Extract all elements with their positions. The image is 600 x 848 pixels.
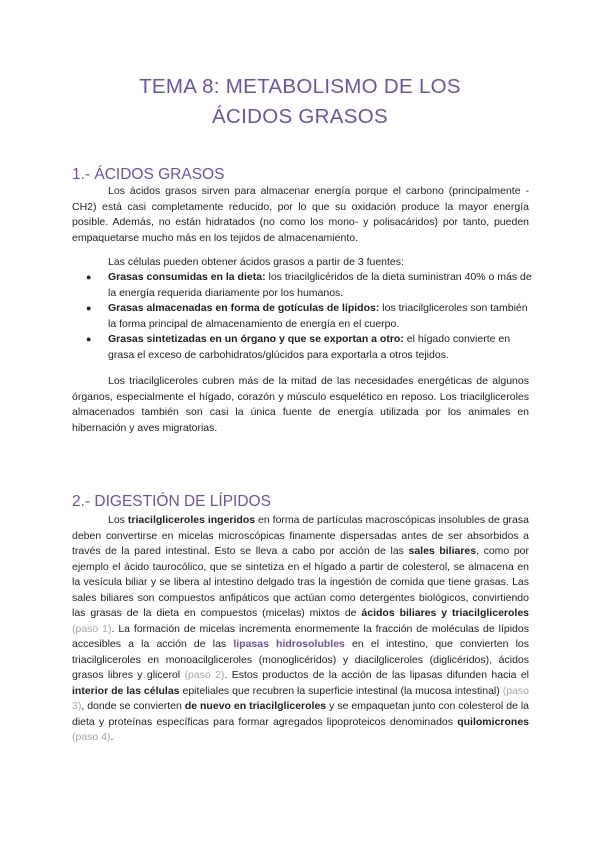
bold-term: interior de las células [72, 684, 180, 697]
text-run: Los [108, 514, 128, 526]
list-item-text: los triacilgliceroles son también la forma principal de almacenamiento de energía en el cuerpo. [108, 302, 528, 330]
list-item-term: Grasas sintetizadas en un órgano y que se exportan a otro: [108, 333, 404, 345]
text-run: . [110, 731, 114, 743]
step-reference: (paso 3) [72, 684, 529, 712]
paragraph-sources-intro [72, 255, 529, 271]
bullet-icon: ● [86, 334, 92, 344]
step-reference: (paso 1) [72, 622, 112, 635]
bullet-icon: ● [86, 272, 92, 282]
bold-term: ácidos biliares y triacilgliceroles [361, 607, 530, 619]
fatty-acid-sources-list [72, 270, 532, 363]
text-run: , donde se convierten [81, 700, 185, 712]
paragraph-triacylglycerols [72, 374, 529, 436]
list-item-term: Grasas consumidas en la dieta: [108, 271, 266, 283]
list-item [72, 270, 532, 301]
list-item [72, 332, 532, 363]
text-run: en el intestino, que convierten los triacilgliceroles en monoacilgliceroles (monoglicéridos) y diacilgliceroles (diglicéridos), ácidos grasos libres y glicerol [72, 638, 529, 681]
document-title [60, 72, 540, 132]
bullet-icon: ● [86, 303, 92, 313]
text-run: en forma de partículas macroscópicas insolubles de grasa deben convertirse en micelas microscópicas finamente dispersadas antes de ser absorbidos a través de la pared intestinal. Esto se lleva a cabo por acción de las [72, 514, 529, 557]
title-line-1: TEMA 8: METABOLISMO DE LOS [139, 75, 461, 98]
bold-term: de nuevo en triacilgliceroles [184, 700, 327, 712]
bold-term: sales biliares [408, 545, 477, 557]
paragraph-lipid-digestion [72, 513, 529, 746]
text-run: epiteliales que recubren la superficie intestinal (la mucosa intestinal) [179, 684, 503, 697]
list-item-text: el hígado convierte en grasa el exceso de carbohidratos/glúcidos para exportarla a otros tejidos. [108, 333, 511, 361]
bold-term: triacilgliceroles ingeridos [127, 514, 256, 526]
text-run: y se empaquetan junto con colesterol de la dieta y proteínas específicas para formar agregados lipoproteicos denominados [72, 700, 530, 728]
bold-term: quilomicrones [457, 715, 529, 728]
paragraph-text: Los triacilgliceroles cubren más de la mitad de las necesidades energéticas de algunos órganos, especialmente el hígado, corazón y músculo esquelético en reposo. Los triacilgliceroles almacenados también son casi la única fuente de energía utilizada por los animales en hibernación y aves migratorias. [72, 375, 529, 434]
step-reference: (paso 4) [72, 731, 111, 743]
paragraph-text: Las células pueden obtener ácidos grasos a partir de 3 fuentes: [108, 256, 404, 268]
text-run: . Estos productos de la acción de las lipasas difunden hacia el [224, 669, 529, 681]
step-reference: (paso 2) [184, 669, 225, 681]
section-heading-acidos-grasos: 1.- ÁCIDOS GRASOS [72, 166, 225, 183]
list-item-text: los triacilglicéridos de la dieta suministran 40% o más de la energía requerida diariamente por los humanos. [108, 271, 532, 299]
highlighted-term: lipasas hidrosolubles [233, 638, 345, 650]
list-item [72, 301, 532, 332]
paragraph-energy-storage [72, 184, 529, 246]
paragraph-text: Los ácidos grasos sirven para almacenar energía porque el carbono (principalmente -CH2) está casi completamente reducido, por lo que su oxidación produce la mayor energía posible. Además, no están hidratados (no como los mono- y polisacáridos) por tanto, pueden empaquetarse mucho más en los tejidos de almacenamiento. [72, 185, 529, 244]
text-run: . La formación de micelas incrementa enormemente la fracción de moléculas de lípidos accesibles a la acción de las [72, 622, 529, 650]
list-item-term: Grasas almacenadas en forma de gotículas de lípidos: [108, 302, 380, 314]
title-line-2: ÁCIDOS GRASOS [212, 105, 388, 128]
section-heading-digestion-lipidos: 2.- DIGESTIÓN DE LÍPIDOS [72, 493, 271, 510]
text-run: , como por ejemplo el ácido taurocólico, que se sintetiza en el hígado a partir de colesterol, se almacena en la vesícula biliar y se libera al intestino delgado tras la ingestión de comida que tiene grasas. Las sales biliares son compuestos anfipáticos que actúan como detergentes biológicos, convirtiendo las grasas de la dieta en compuestos (micelas) mixtos de [72, 545, 530, 619]
